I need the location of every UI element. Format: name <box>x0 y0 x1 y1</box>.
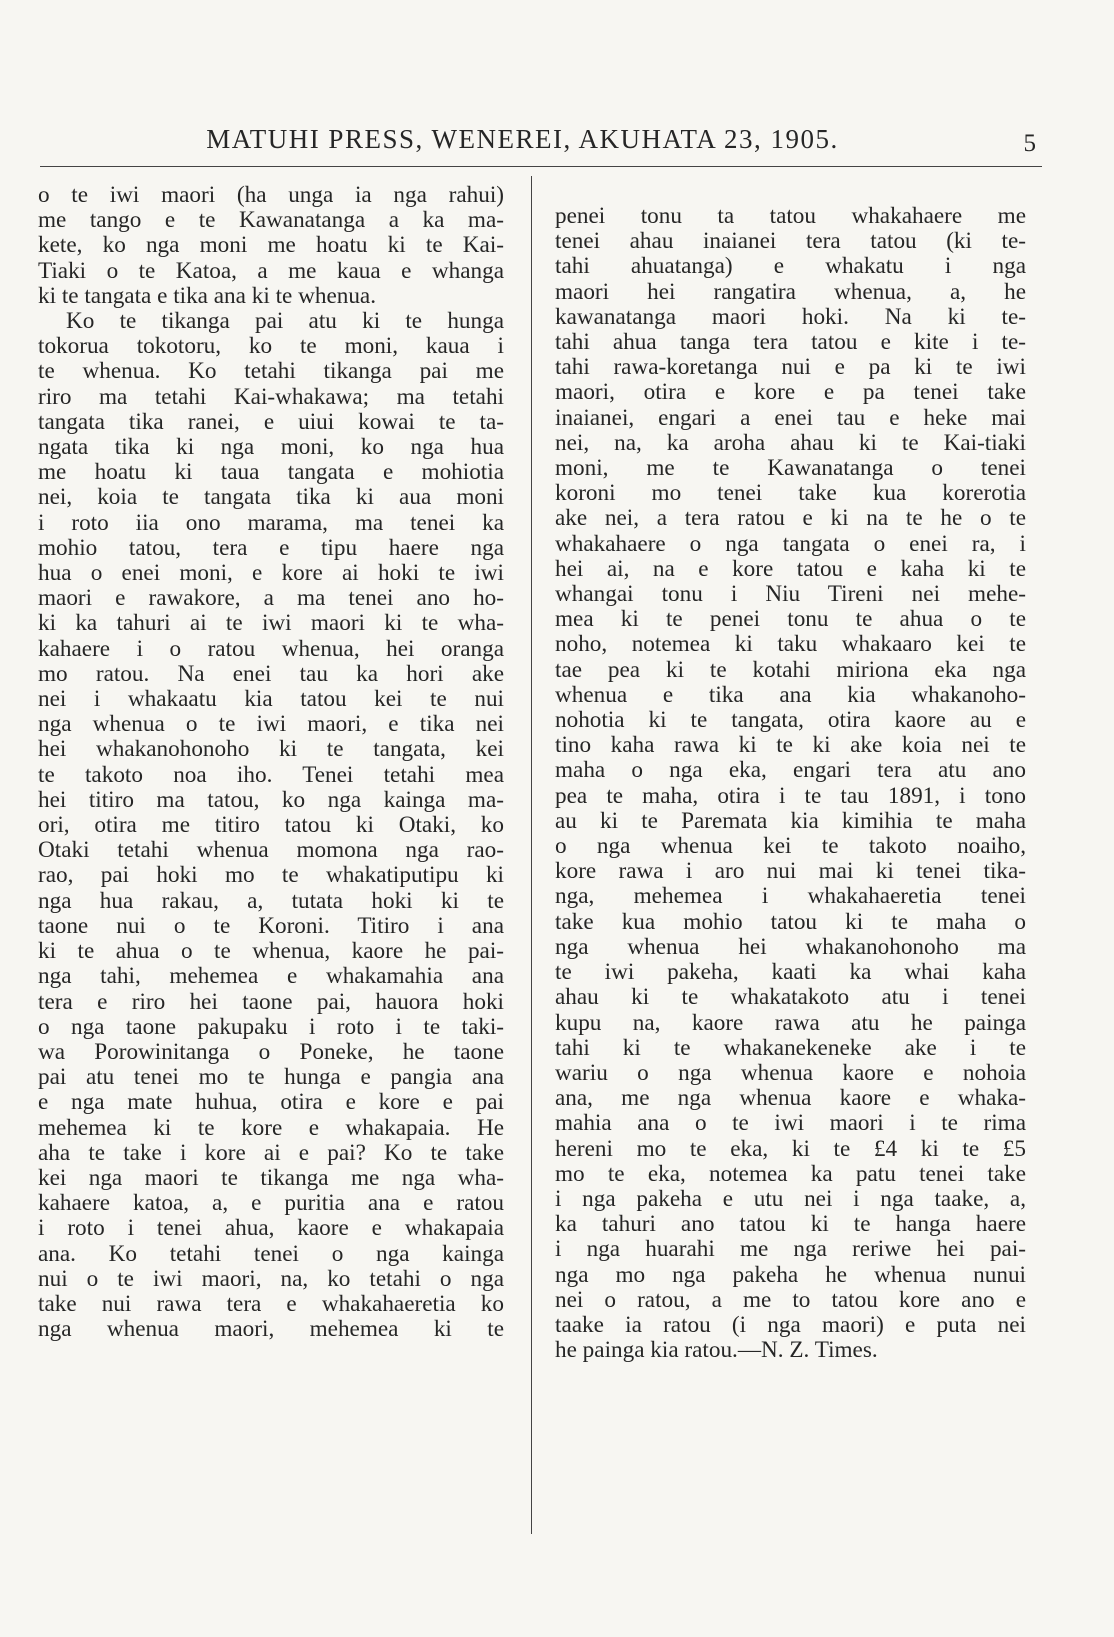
text-line: nei o ratou, a me to tatou kore ano e <box>555 1286 1026 1313</box>
text-line: inaianei, engari a enei tau e heke mai <box>555 404 1026 431</box>
text-line: o te iwi maori (ha unga ia nga rahui) <box>38 182 504 208</box>
text-line: me tango e te Kawanatanga a ka ma- <box>38 207 504 234</box>
text-line: whenua e tika ana kia whakanoho- <box>555 681 1026 708</box>
text-line: take kua mohio tatou ki te maha o <box>555 908 1026 935</box>
text-line: nui o te iwi maori, na, ko tetahi o nga <box>38 1265 504 1292</box>
text-line: i roto i tenei ahua, kaore e whakapaia <box>38 1215 504 1242</box>
text-line: tahi ki te whakanekeneke ake i te <box>555 1034 1026 1061</box>
text-line: wariu o nga whenua kaore e nohoia <box>555 1059 1026 1086</box>
text-line: wa Porowinitanga o Poneke, he taone <box>38 1038 504 1065</box>
text-line: ki te tangata e tika ana ki te whenua. <box>38 282 377 309</box>
text-line: moni, me te Kawanatanga o tenei <box>555 455 1026 482</box>
text-line: aha te take i kore ai e pai? Ko te take <box>38 1139 504 1166</box>
text-line: kahaere i o ratou whenua, hei oranga <box>38 635 504 662</box>
text-line: i nga huarahi me nga reriwe hei pai- <box>555 1236 1026 1263</box>
page-header-title: MATUHI PRESS, WENEREI, AKUHATA 23, 1905. <box>206 124 839 154</box>
text-line: mehemea ki te kore e whakapaia. He <box>38 1114 504 1141</box>
text-line: maha o nga eka, engari tera atu ano <box>555 757 1026 784</box>
text-line: maori hei rangatira whenua, a, he <box>555 278 1026 305</box>
text-line: ana, me nga whenua kaore e whaka- <box>555 1085 1026 1112</box>
text-line: riro ma tetahi Kai-whakawa; ma tetahi <box>38 383 504 410</box>
right-column <box>555 204 1026 1363</box>
text-line: nga hua rakau, a, tutata hoki ki te <box>38 887 504 914</box>
text-line: Ko te tikanga pai atu ki te hunga <box>66 308 504 335</box>
text-line: i roto iia ono marama, ma tenei ka <box>38 509 504 536</box>
text-line: nga whenua o te iwi maori, e tika nei <box>38 711 504 738</box>
text-line: tera e riro hei taone pai, hauora hoki <box>38 988 504 1015</box>
text-line: tahi ahuatanga) e whakatu i nga <box>555 253 1026 280</box>
text-line: hei whakanohonoho ki te tangata, kei <box>38 736 504 763</box>
text-line: nga whenua maori, mehemea ki te <box>38 1316 504 1343</box>
text-line: ahau ki te whakatakoto atu i tenei <box>555 984 1026 1011</box>
text-line: o nga taone pakupaku i roto i te taki- <box>38 1013 504 1040</box>
header-rule <box>40 166 1042 167</box>
text-line: tahi rawa-koretanga nui e pa ki te iwi <box>555 354 1026 381</box>
text-line: he painga kia ratou.—N. Z. Times. <box>555 1337 878 1364</box>
text-line: kahaere katoa, a, e puritia ana e ratou <box>38 1190 504 1217</box>
text-line: ki ka tahuri ai te iwi maori ki te wha- <box>38 610 504 637</box>
text-line: kei nga maori te tikanga me nga wha- <box>38 1164 504 1191</box>
text-line: whangai tonu i Niu Tireni nei mehe- <box>555 581 1026 608</box>
text-line: ake nei, a tera ratou e ki na te he o te <box>555 505 1026 532</box>
text-line: mahia ana o te iwi maori i te rima <box>555 1110 1026 1137</box>
text-line: nei i whakaatu kia tatou kei te nui <box>38 686 504 713</box>
text-line: mo te eka, notemea ka patu tenei take <box>555 1160 1026 1187</box>
text-line: hei titiro ma tatou, ko nga kainga ma- <box>38 786 504 813</box>
text-line: mohio tatou, tera e tipu haere nga <box>38 534 504 561</box>
column-divider <box>531 176 532 1534</box>
text-line: nohotia ki te tangata, otira kaore au e <box>555 707 1026 734</box>
text-line: tenei ahau inaianei tera tatou (ki te- <box>555 228 1026 255</box>
text-line: i nga pakeha e utu nei i nga taake, a, <box>555 1185 1026 1212</box>
text-line: penei tonu ta tatou whakahaere me <box>555 203 1026 229</box>
text-line: te iwi pakeha, kaati ka whai kaha <box>555 959 1026 986</box>
text-line: noho, notemea ki taku whakaaro kei te <box>555 631 1026 658</box>
text-line: maori, otira e kore e pa tenei take <box>555 379 1026 406</box>
text-line: tino kaha rawa ki te ki ake koia nei te <box>555 732 1026 759</box>
text-line: nga whenua hei whakanohonoho ma <box>555 933 1026 960</box>
text-line: nga tahi, mehemea e whakamahia ana <box>38 963 504 990</box>
text-line: hua o enei moni, e kore ai hoki te iwi <box>38 560 504 587</box>
text-line: me hoatu ki taua tangata e mohiotia <box>38 459 504 486</box>
text-line: tahi ahua tanga tera tatou e kite i te- <box>555 329 1026 356</box>
text-line: pai atu tenei mo te hunga e pangia ana <box>38 1064 504 1091</box>
text-line: nga mo nga pakeha he whenua nunui <box>555 1261 1026 1288</box>
text-line: take nui rawa tera e whakahaeretia ko <box>38 1290 504 1317</box>
text-line: au ki te Paremata kia kimihia te maha <box>555 807 1026 834</box>
text-line: hereni mo te eka, ki te £4 ki te £5 <box>555 1135 1026 1162</box>
left-column <box>38 183 504 1342</box>
text-line: koroni mo tenei take kua korerotia <box>555 480 1026 507</box>
text-line: nei, koia te tangata tika ki aua moni <box>38 484 504 511</box>
text-line: taake ia ratou (i nga maori) e puta nei <box>555 1311 1026 1338</box>
text-line: e nga mate huhua, otira e kore e pai <box>38 1089 504 1116</box>
text-line: Tiaki o te Katoa, a me kaua e whanga <box>38 257 504 284</box>
text-line: nga, mehemea i whakahaeretia tenei <box>555 883 1026 910</box>
text-line: kore rawa i aro nui mai ki tenei tika- <box>555 858 1026 885</box>
page-number: 5 <box>1023 130 1036 157</box>
text-line: ngata tika ki nga moni, ko nga hua <box>38 434 504 461</box>
text-line: hei ai, na e kore tatou e kaha ki te <box>555 555 1026 582</box>
text-line: ana. Ko tetahi tenei o nga kainga <box>38 1240 504 1267</box>
text-line: ki te ahua o te whenua, kaore he pai- <box>38 938 504 965</box>
text-line: o nga whenua kei te takoto noaiho, <box>555 833 1026 860</box>
text-line: mea ki te penei tonu te ahua o te <box>555 606 1026 633</box>
text-line: whakahaere o nga tangata o enei ra, i <box>555 530 1026 557</box>
text-line: te takoto noa iho. Tenei tetahi mea <box>38 761 504 788</box>
text-line: pea te maha, otira i te tau 1891, i tono <box>555 782 1026 809</box>
text-line: kupu na, kaore rawa atu he painga <box>555 1009 1026 1036</box>
text-line: rao, pai hoki mo te whakatiputipu ki <box>38 862 504 889</box>
text-line: maori e rawakore, a ma tenei ano ho- <box>38 585 504 612</box>
text-line: ori, otira me titiro tatou ki Otaki, ko <box>38 812 504 839</box>
text-line: tae pea ki te kotahi miriona eka nga <box>555 656 1026 683</box>
text-line: kete, ko nga moni me hoatu ki te Kai- <box>38 232 504 259</box>
text-line: tangata tika ranei, e uiui kowai te ta- <box>38 408 504 435</box>
text-line: taone nui o te Koroni. Titiro i ana <box>38 912 504 939</box>
text-line: tokorua tokotoru, ko te moni, kaua i <box>38 333 504 360</box>
text-line: ka tahuri ano tatou ki te hanga haere <box>555 1211 1026 1238</box>
text-line: mo ratou. Na enei tau ka hori ake <box>38 660 504 687</box>
text-line: Otaki tetahi whenua momona nga rao- <box>38 837 504 864</box>
text-line: kawanatanga maori hoki. Na ki te- <box>555 303 1026 330</box>
text-line: te whenua. Ko tetahi tikanga pai me <box>38 358 504 385</box>
text-line: nei, na, ka aroha ahau ki te Kai-tiaki <box>555 429 1026 456</box>
